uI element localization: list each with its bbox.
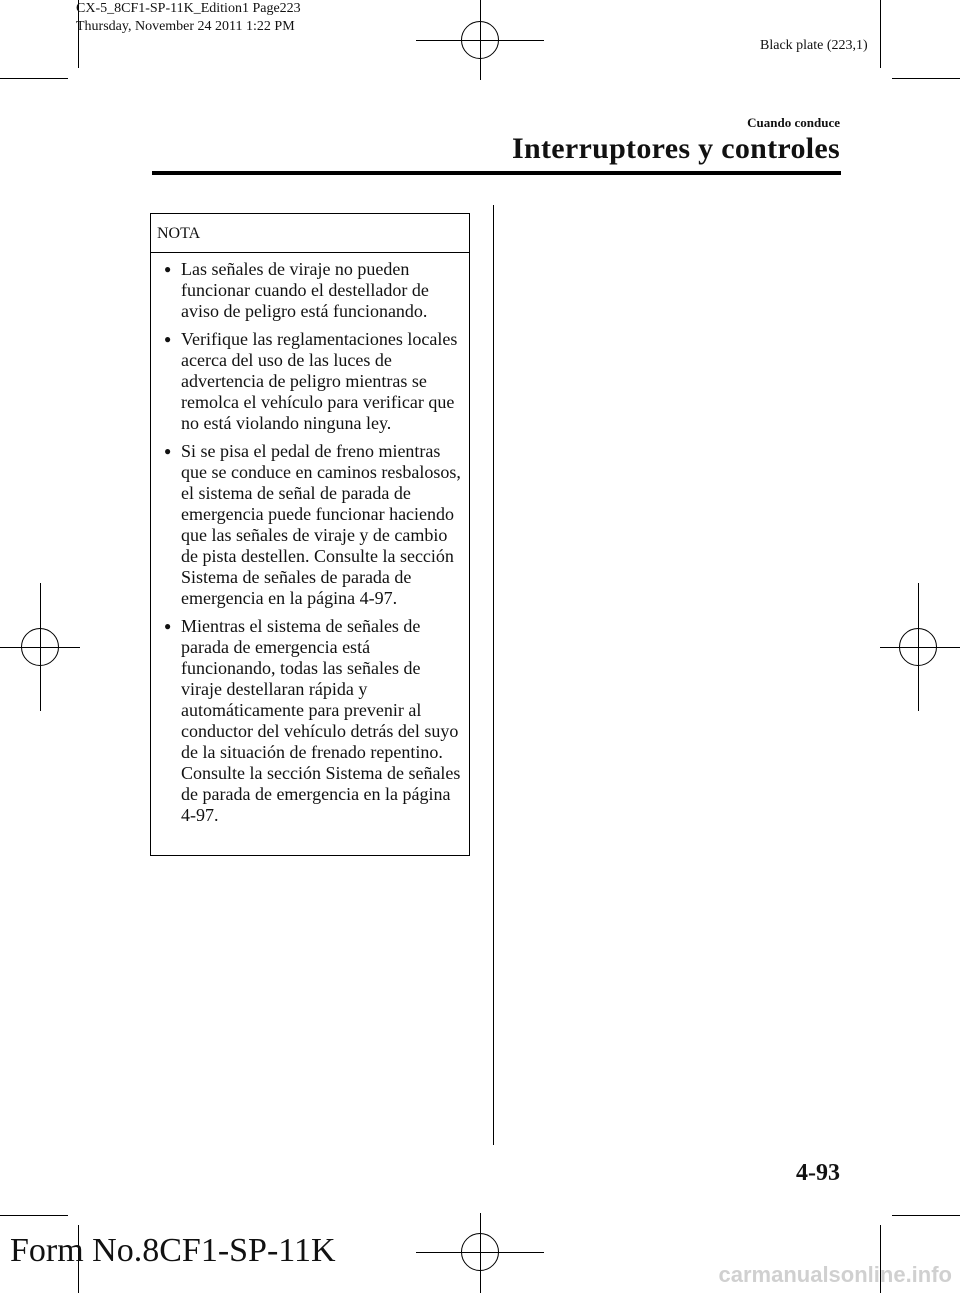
note-box bbox=[150, 213, 470, 856]
bullet-icon: ● bbox=[164, 262, 172, 276]
note-heading: NOTA bbox=[151, 214, 469, 253]
print-info bbox=[76, 0, 301, 36]
crop-mark bbox=[0, 78, 68, 79]
list-item bbox=[151, 616, 469, 826]
bullet-icon: ● bbox=[164, 619, 172, 633]
section-label: Cuando conduce bbox=[747, 115, 840, 130]
bullet-icon: ● bbox=[164, 444, 172, 458]
column-divider bbox=[493, 205, 494, 1145]
crop-mark bbox=[0, 1215, 68, 1216]
watermark: carmanualsonline.info bbox=[718, 1262, 952, 1287]
note-text: Verifique las reglamentaciones locales acerca del uso de las luces de advertencia de peligro mientras se remolca el vehículo para verificar que no está violando ninguna ley. bbox=[181, 329, 458, 433]
bullet-icon: ● bbox=[164, 332, 172, 346]
registration-circle bbox=[899, 628, 937, 666]
plate-label: Black plate (223,1) bbox=[760, 38, 868, 53]
print-info-file: CX-5_8CF1-SP-11K_Edition1 Page223 bbox=[76, 1, 301, 16]
registration-circle bbox=[461, 1233, 499, 1271]
print-info-date: Thursday, November 24 2011 1:22 PM bbox=[76, 19, 295, 34]
registration-circle bbox=[461, 21, 499, 59]
form-number: Form No.8CF1-SP-11K bbox=[10, 1232, 336, 1269]
list-item bbox=[151, 259, 469, 322]
registration-circle bbox=[21, 628, 59, 666]
page-title: Interruptores y controles bbox=[511, 132, 840, 165]
page-number: 4-93 bbox=[796, 1160, 840, 1186]
note-text: Si se pisa el pedal de freno mientras que se conduce en caminos resbalosos, el sistema de señal de parada de emergencia puede funcionar haciendo que las señales de viraje y de cambio de pista destellen. Consulte la sección Sistema de señales de parada de emergencia en la página 4-97. bbox=[181, 441, 461, 608]
crop-mark bbox=[880, 0, 881, 68]
note-text: Mientras el sistema de señales de parada de emergencia está funcionando, todas las señales de viraje destellaran rápida y automáticamente para prevenir al conductor del vehículo detrás del suyo de la situación de frenado repentino. Consulte la sección Sistema de señales de parada de emergencia en la página 4-97. bbox=[181, 616, 461, 825]
list-item bbox=[151, 441, 469, 609]
crop-mark bbox=[892, 78, 960, 79]
note-text: Las señales de viraje no pueden funcionar cuando el destellador de aviso de peligro está funcionando. bbox=[181, 259, 429, 321]
note-list bbox=[151, 253, 469, 826]
title-rule bbox=[152, 171, 841, 175]
crop-mark bbox=[892, 1215, 960, 1216]
list-item bbox=[151, 329, 469, 434]
